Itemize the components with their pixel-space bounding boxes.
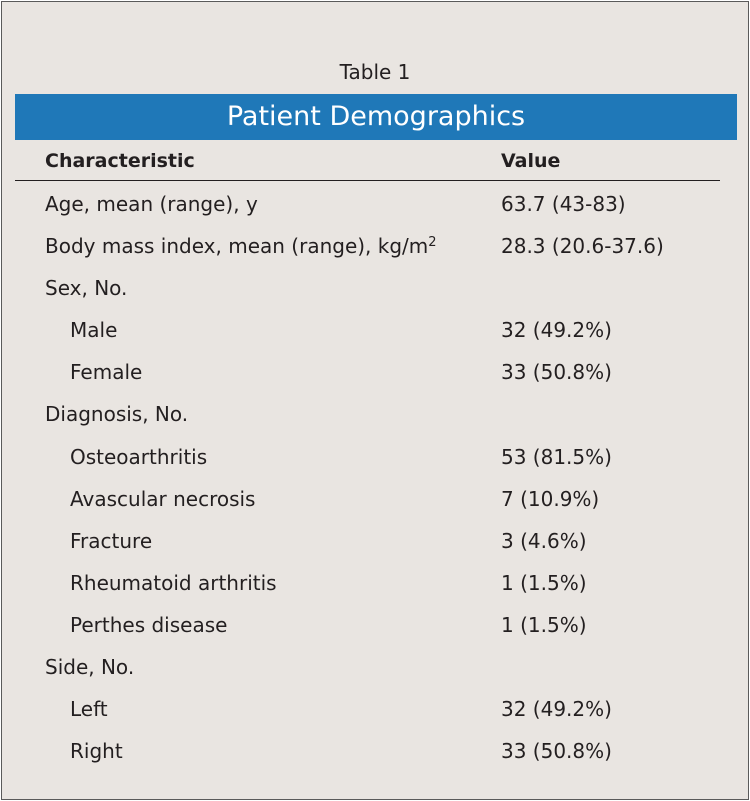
table-row-avascular-necrosis <box>15 481 737 523</box>
row-value: 32 (49.2%) <box>501 697 612 722</box>
header-value: Value <box>501 150 561 172</box>
row-label: Sex, No. <box>45 276 128 301</box>
row-label: Osteoarthritis <box>70 444 208 469</box>
row-value: 32 (49.2%) <box>501 318 612 343</box>
row-label <box>45 234 437 258</box>
row-label: Fracture <box>70 528 153 553</box>
row-value: 1 (1.5%) <box>501 570 587 595</box>
row-label: Female <box>70 360 143 385</box>
row-label: Rheumatoid arthritis <box>70 570 277 595</box>
table-row-fracture <box>15 523 737 565</box>
table-row-perthes-disease <box>15 607 737 649</box>
row-label: Perthes disease <box>70 612 228 637</box>
table-row-male <box>15 312 737 354</box>
table-body <box>15 186 737 775</box>
table-row-female <box>15 354 737 396</box>
table-row-side <box>15 649 737 691</box>
table-number: Table 1 <box>339 60 411 84</box>
table-row-bmi <box>15 228 737 270</box>
row-label: Side, No. <box>45 655 135 680</box>
table-row-sex <box>15 270 737 312</box>
row-value: 63.7 (43-83) <box>501 192 626 216</box>
row-label: Age, mean (range), y <box>45 192 258 216</box>
table-row-osteoarthritis <box>15 439 737 481</box>
table-header-row <box>15 148 720 181</box>
row-value: 33 (50.8%) <box>501 360 612 385</box>
table-row-right <box>15 733 737 775</box>
row-label: Right <box>70 739 123 764</box>
row-value: 33 (50.8%) <box>501 739 612 764</box>
table-panel <box>1 1 749 800</box>
row-value: 3 (4.6%) <box>501 528 587 553</box>
row-value: 53 (81.5%) <box>501 444 612 469</box>
row-label-text: Body mass index, mean (range), kg/m <box>45 234 429 259</box>
table-row-left <box>15 691 737 733</box>
row-value: 7 (10.9%) <box>501 486 600 511</box>
row-label: Avascular necrosis <box>70 486 256 511</box>
row-label: Left <box>70 697 108 722</box>
table-row-diagnosis <box>15 396 737 438</box>
header-characteristic: Characteristic <box>45 150 195 172</box>
table-row-age <box>15 186 737 228</box>
row-value: 1 (1.5%) <box>501 612 587 637</box>
row-label: Male <box>70 318 118 343</box>
row-label-superscript: 2 <box>428 235 437 251</box>
row-value: 28.3 (20.6-37.6) <box>501 234 664 259</box>
row-label: Diagnosis, No. <box>45 402 189 427</box>
table-title: Patient Demographics <box>15 94 737 140</box>
table-row-rheumatoid-arthritis <box>15 565 737 607</box>
